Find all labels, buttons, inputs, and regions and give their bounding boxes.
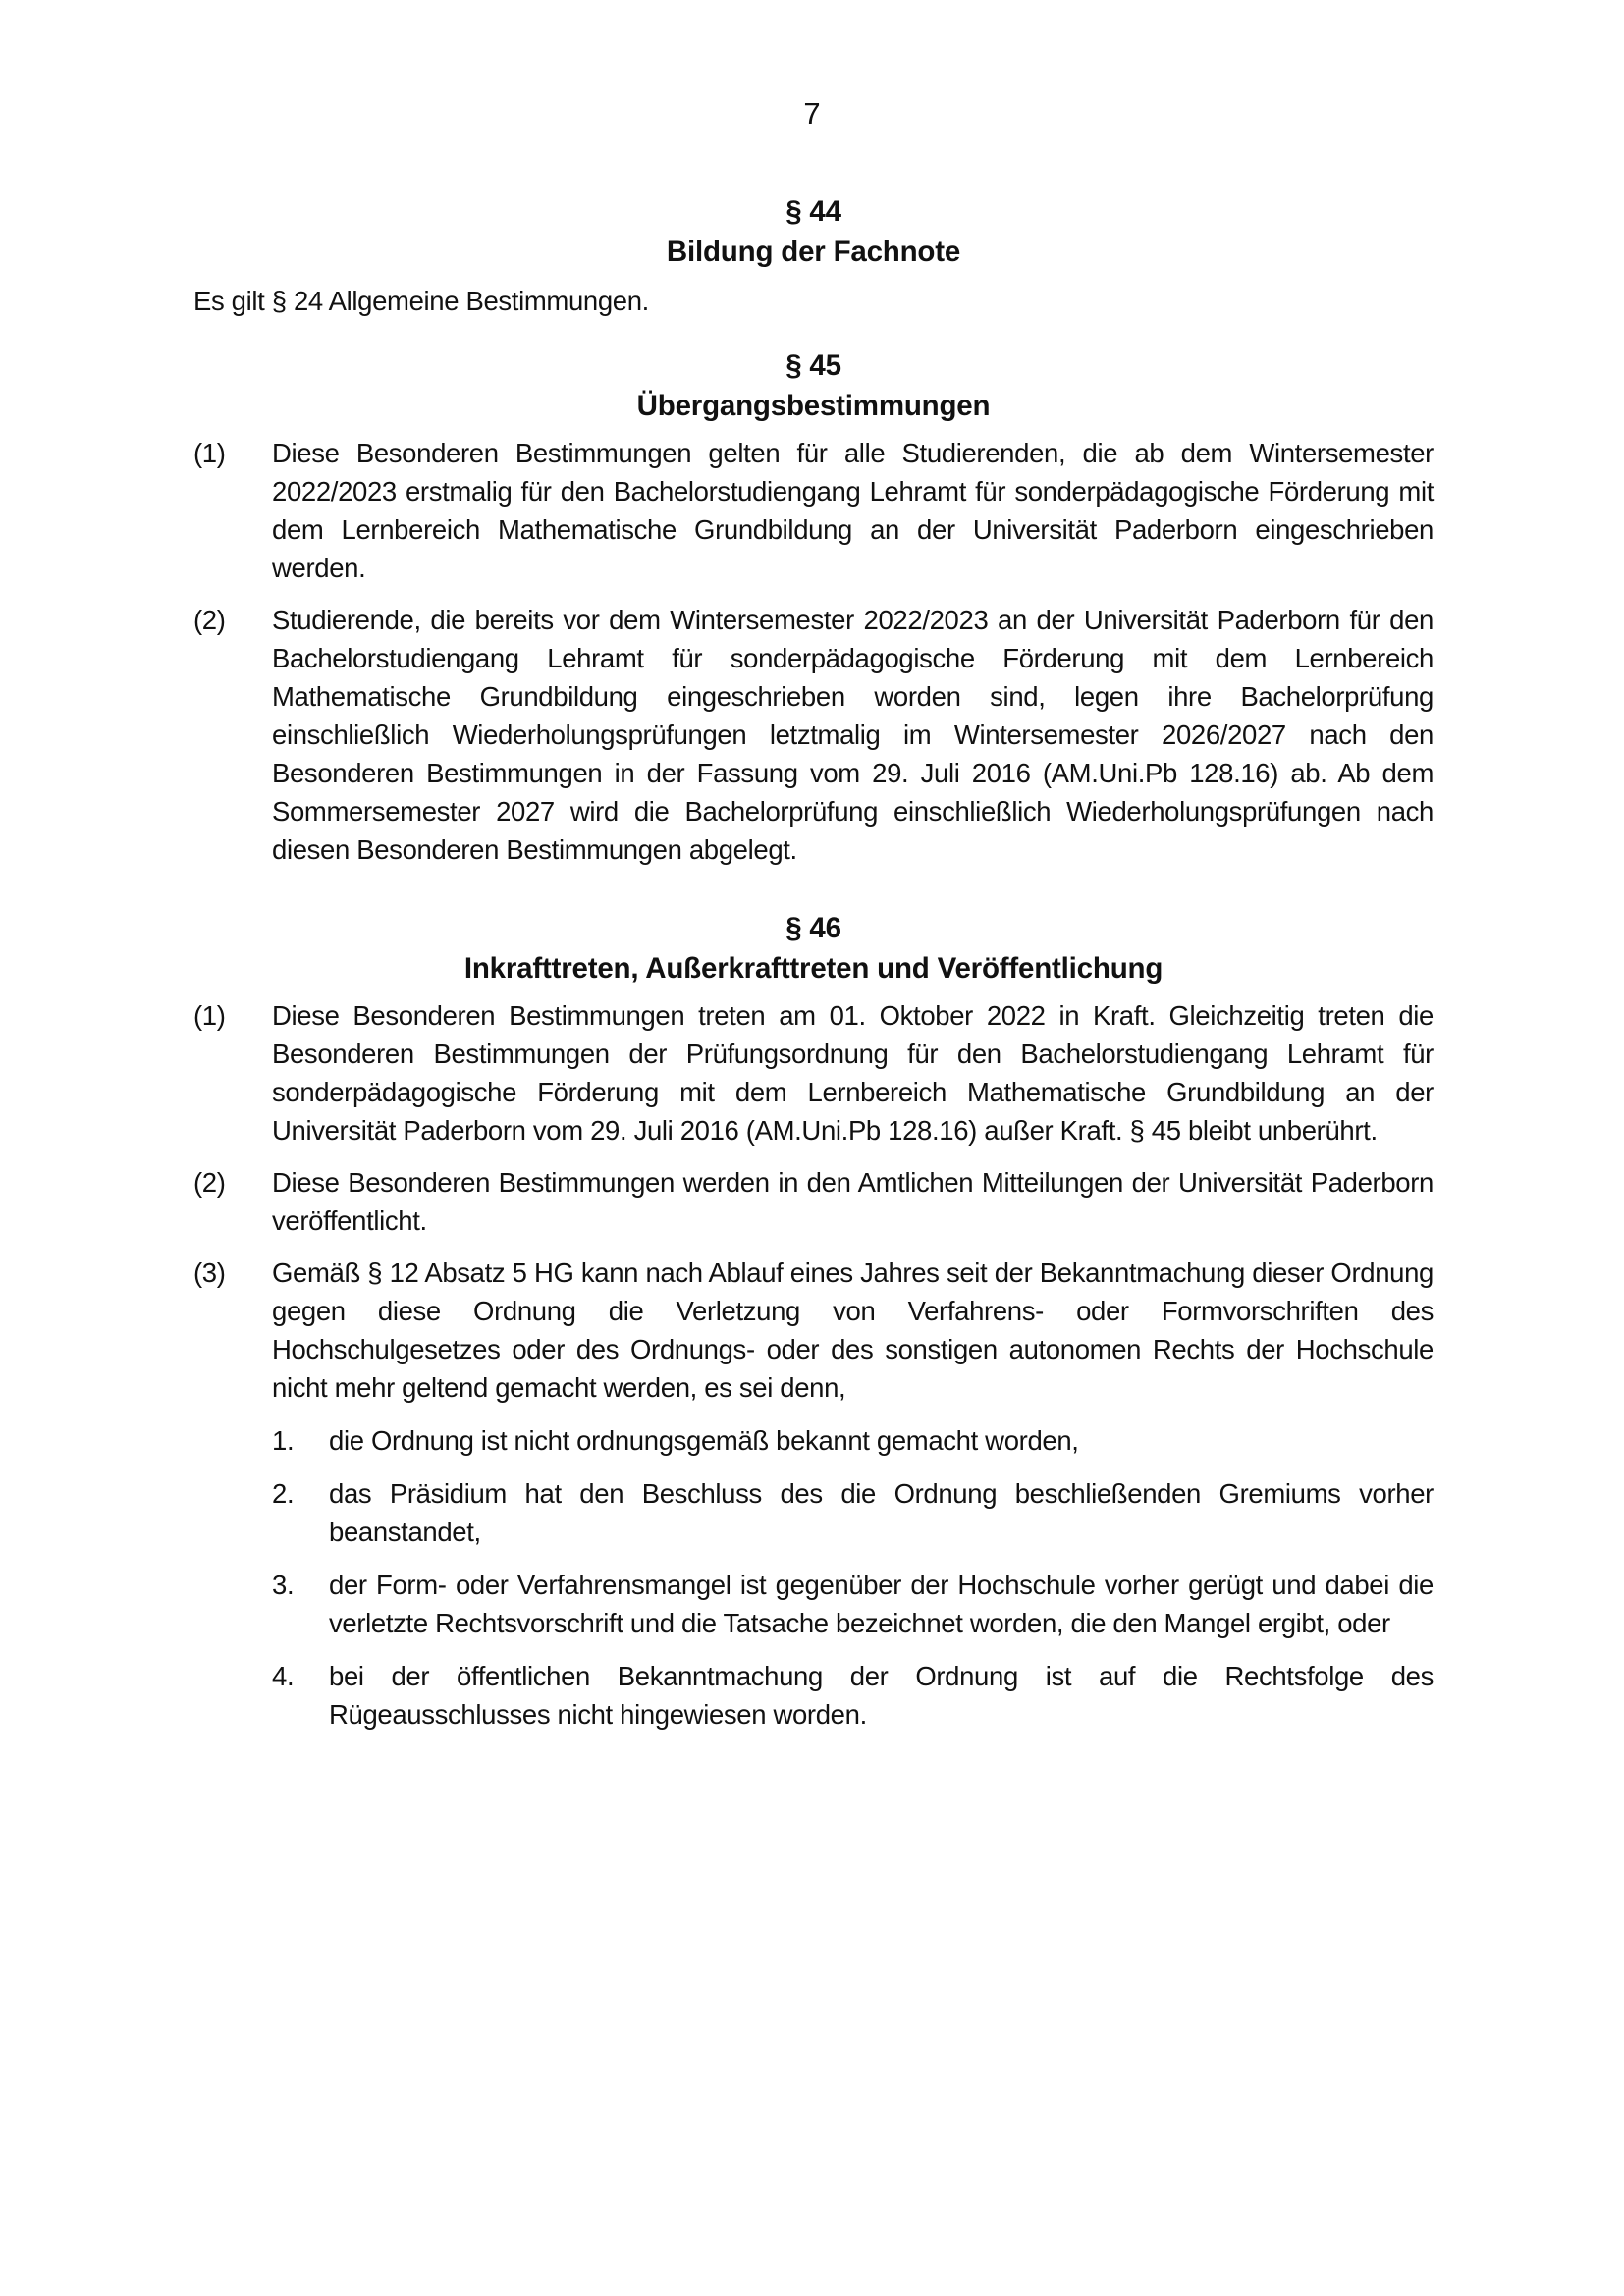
- section-heading-45: [193, 346, 1434, 426]
- section-number: § 46: [785, 912, 841, 944]
- list-item-text: bei der öffentlichen Bekanntmachung der Ordnung ist auf die Rechtsfolge des Rügeausschlusses nicht hingewiesen worden.: [329, 1661, 1434, 1730]
- section-title: Übergangsbestimmungen: [636, 390, 991, 422]
- paragraph-46-3: [193, 1254, 1434, 1407]
- list-item-text: der Form- oder Verfahrensmangel ist gegenüber der Hochschule vorher gerügt und dabei die verletzte Rechtsvorschrift und die Tatsache bezeichnet worden, die den Mangel ergibt, oder: [329, 1570, 1434, 1638]
- paragraph-45-2: [193, 601, 1434, 869]
- section-44-text: Es gilt § 24 Allgemeine Bestimmungen.: [193, 286, 649, 316]
- list-item-text: die Ordnung ist nicht ordnungsgemäß bekannt gemacht worden,: [329, 1425, 1079, 1456]
- list-item: [272, 1474, 1434, 1551]
- section-title: Inkrafttreten, Außerkrafttreten und Veröffentlichung: [463, 952, 1164, 985]
- paragraph-text: Diese Besonderen Bestimmungen treten am 01. Oktober 2022 in Kraft. Gleichzeitig treten die Besonderen Bestimmungen der Prüfungsordnung für den Bachelorstudiengang Lehramt für sonderpädagogische Förderung mit dem Lernbereich Mathematische Grundbildung an der Universität Paderborn vom 29. Juli 2016 (AM.Uni.Pb 128.16) außer Kraft. § 45 bleibt unberührt.: [272, 1000, 1434, 1146]
- paragraph-45-1: [193, 434, 1434, 587]
- list-item: [272, 1566, 1434, 1642]
- list-item: [272, 1657, 1434, 1734]
- paragraph-text: Diese Besonderen Bestimmungen werden in den Amtlichen Mitteilungen der Universität Paderborn veröffentlicht.: [272, 1167, 1434, 1236]
- section-heading-44: [193, 191, 1434, 272]
- list-item-number: 1.: [272, 1425, 295, 1456]
- list-item-number: 3.: [272, 1570, 295, 1600]
- list-item-number: 2.: [272, 1478, 295, 1509]
- paragraph-46-2: [193, 1163, 1434, 1240]
- enumerated-list: [272, 1421, 1434, 1734]
- document-body: [193, 191, 1434, 1734]
- paragraph-label: (1): [193, 1000, 226, 1031]
- paragraph-label: (3): [193, 1257, 226, 1288]
- page-number: 7: [803, 96, 821, 131]
- paragraph-46-1: [193, 996, 1434, 1149]
- list-item-text: das Präsidium hat den Beschluss des die Ordnung beschließenden Gremiums vorher beanstandet,: [329, 1478, 1434, 1547]
- list-item: [272, 1421, 1434, 1460]
- section-number: § 44: [785, 195, 841, 228]
- paragraph-text: Gemäß § 12 Absatz 5 HG kann nach Ablauf eines Jahres seit der Bekanntmachung dieser Ordnung gegen diese Ordnung die Verletzung von Verfahrens- oder Formvorschriften des Hochschulgesetzes oder des Ordnungs- oder des sonstigen autonomen Rechts der Hochschule nicht mehr geltend gemacht werden, es sei denn,: [272, 1257, 1434, 1403]
- paragraph-text: Diese Besonderen Bestimmungen gelten für alle Studierenden, die ab dem Wintersemester 2022/2023 erstmalig für den Bachelorstudiengang Lehramt für sonderpädagogische Förderung mit dem Lernbereich Mathematische Grundbildung an der Universität Paderborn eingeschrieben werden.: [272, 438, 1434, 583]
- paragraph-text: Studierende, die bereits vor dem Wintersemester 2022/2023 an der Universität Paderborn für den Bachelorstudiengang Lehramt für sonderpädagogische Förderung mit dem Lernbereich Mathematische Grundbildung eingeschrieben worden sind, legen ihre Bachelorprüfung einschließlich Wiederholungsprüfungen letztmalig im Wintersemester 2026/2027 nach den Besonderen Bestimmungen in der Fassung vom 29. Juli 2016 (AM.Uni.Pb 128.16) ab. Ab dem Sommersemester 2027 wird die Bachelorprüfung einschließlich Wiederholungsprüfungen nach diesen Besonderen Bestimmungen abgelegt.: [272, 605, 1434, 865]
- paragraph-label: (2): [193, 1167, 226, 1198]
- paragraph-label: (2): [193, 605, 226, 635]
- list-item-number: 4.: [272, 1661, 295, 1691]
- section-heading-46: [193, 908, 1434, 988]
- section-number: § 45: [785, 349, 841, 382]
- paragraph-label: (1): [193, 438, 226, 468]
- section-title: Bildung der Fachnote: [666, 236, 961, 268]
